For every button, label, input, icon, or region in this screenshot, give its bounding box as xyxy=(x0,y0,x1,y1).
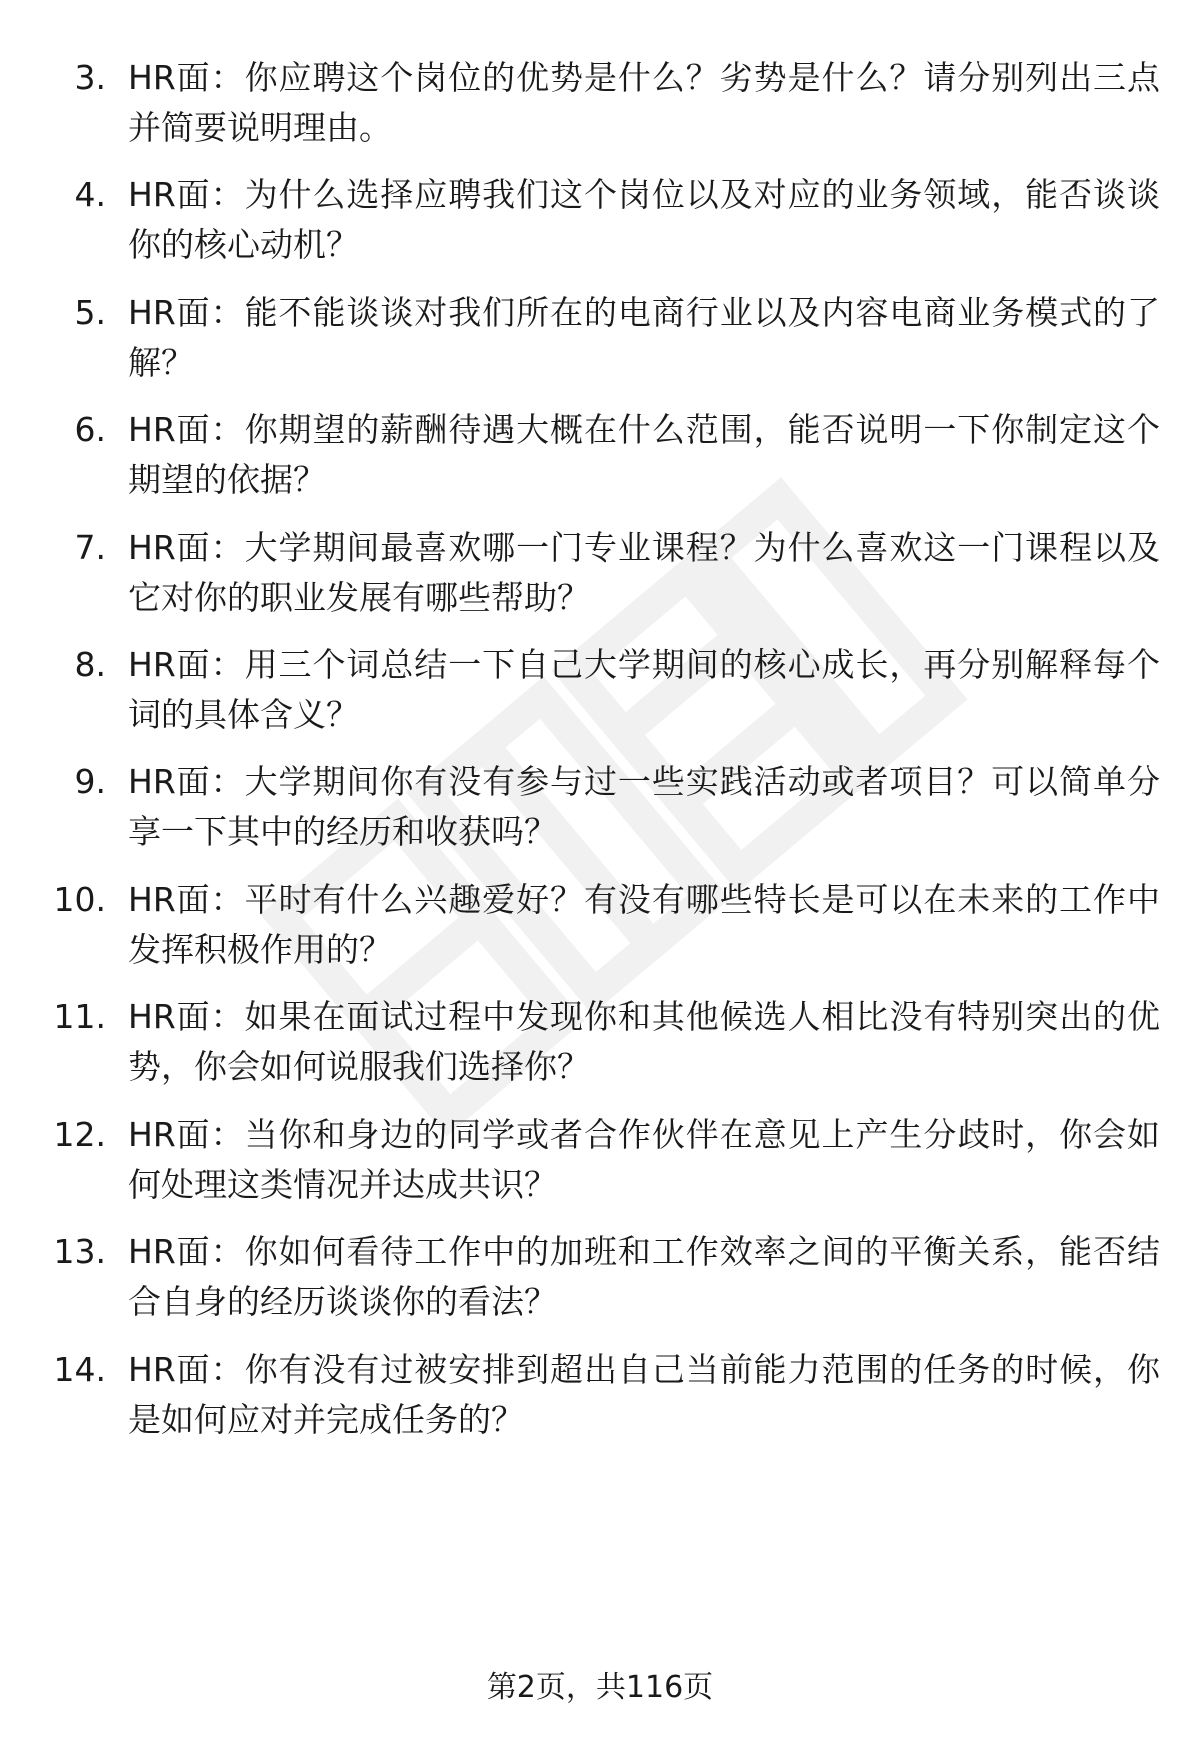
question-number: 10. xyxy=(53,880,106,919)
question-item xyxy=(0,170,1200,280)
question-text: HR面：能不能谈谈对我们所在的电商行业以及内容电商业务模式的了解？ xyxy=(128,293,1160,382)
question-item xyxy=(0,992,1200,1102)
question-item xyxy=(0,405,1200,515)
question-text: HR面：你有没有过被安排到超出自己当前能力范围的任务的时候，你是如何应对并完成任务的？ xyxy=(128,1350,1160,1439)
question-item xyxy=(0,1345,1200,1455)
question-item xyxy=(0,757,1200,867)
question-number: 8. xyxy=(74,645,106,684)
question-number: 4. xyxy=(74,175,106,214)
question-text: HR面：为什么选择应聘我们这个岗位以及对应的业务领域，能否谈谈你的核心动机？ xyxy=(128,175,1160,264)
question-item xyxy=(0,288,1200,398)
question-number: 5. xyxy=(74,293,106,332)
question-item xyxy=(0,53,1200,163)
question-text: HR面：你应聘这个岗位的优势是什么？劣势是什么？请分别列出三点并简要说明理由。 xyxy=(128,58,1160,147)
question-number: 7. xyxy=(74,528,106,567)
question-number: 12. xyxy=(53,1115,106,1154)
question-number: 9. xyxy=(74,762,106,801)
question-text: HR面：大学期间最喜欢哪一门专业课程？为什么喜欢这一门课程以及它对你的职业发展有哪些帮助？ xyxy=(128,528,1160,617)
question-number: 11. xyxy=(53,997,106,1036)
question-text: HR面：用三个词总结一下自己大学期间的核心成长，再分别解释每个词的具体含义？ xyxy=(128,645,1160,734)
question-number: 3. xyxy=(74,58,106,97)
page-footer xyxy=(0,1668,1200,1708)
question-item xyxy=(0,523,1200,633)
question-text: HR面：当你和身边的同学或者合作伙伴在意见上产生分歧时，你会如何处理这类情况并达成共识？ xyxy=(128,1115,1160,1204)
question-number: 14. xyxy=(53,1350,106,1389)
question-item xyxy=(0,640,1200,750)
question-text: HR面：你如何看待工作中的加班和工作效率之间的平衡关系，能否结合自身的经历谈谈你的看法？ xyxy=(128,1232,1160,1321)
question-number: 6. xyxy=(74,410,106,449)
question-item xyxy=(0,1227,1200,1337)
question-text: HR面：平时有什么兴趣爱好？有没有哪些特长是可以在未来的工作中发挥积极作用的？ xyxy=(128,880,1160,969)
question-text: HR面：如果在面试过程中发现你和其他候选人相比没有特别突出的优势，你会如何说服我们选择你？ xyxy=(128,997,1160,1086)
page-number-label: 第2页，共116页 xyxy=(486,1670,714,1705)
question-text: HR面：你期望的薪酬待遇大概在什么范围，能否说明一下你制定这个期望的依据？ xyxy=(128,410,1160,499)
question-item xyxy=(0,1110,1200,1220)
question-number: 13. xyxy=(53,1232,106,1271)
question-item xyxy=(0,875,1200,985)
question-text: HR面：大学期间你有没有参与过一些实践活动或者项目？可以简单分享一下其中的经历和收获吗？ xyxy=(128,762,1160,851)
